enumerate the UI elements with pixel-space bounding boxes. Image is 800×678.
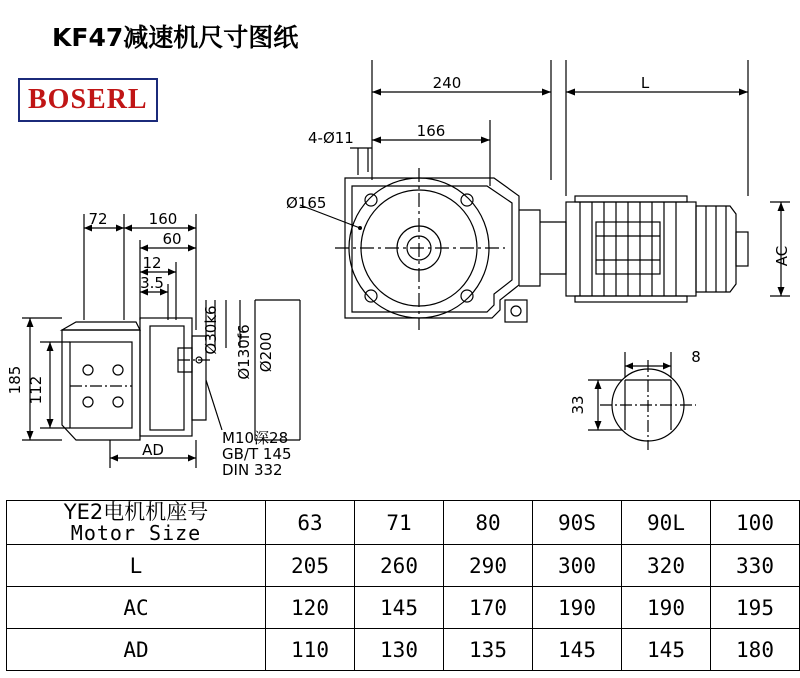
dim-60: 60 <box>162 230 182 248</box>
dim-L: L <box>640 74 650 92</box>
dim-72: 72 <box>88 210 108 228</box>
page-title: KF47减速机尺寸图纸 <box>52 23 299 52</box>
row-header-motor-size <box>7 501 266 545</box>
dim-D200: Ø200 <box>257 331 275 373</box>
row-header-L: L <box>7 545 266 587</box>
dim-8: 8 <box>691 348 701 366</box>
cell-AC-80: 170 <box>444 587 533 629</box>
brand-logo-text: BOSERL <box>28 84 148 115</box>
cell-L-63: 205 <box>266 545 355 587</box>
row-header-AC: AC <box>7 587 266 629</box>
cell-AD-100: 180 <box>711 629 800 671</box>
motor-size-table <box>6 500 800 671</box>
dim-240: 240 <box>432 74 462 92</box>
dim-166: 166 <box>416 122 446 140</box>
dim-AD: AD <box>142 441 164 459</box>
dim-D165: Ø165 <box>286 194 327 212</box>
dim-112: 112 <box>27 375 45 405</box>
row-label-cn: YE2电机机座号 <box>63 500 209 524</box>
cell-AD-80: 135 <box>444 629 533 671</box>
dim-3_5: 3.5 <box>140 274 164 292</box>
row-header-AD: AD <box>7 629 266 671</box>
table-row <box>7 629 800 671</box>
dim-4xD11: 4-Ø11 <box>308 129 354 147</box>
cell-AC-90s: 190 <box>533 587 622 629</box>
cell-AD-71: 130 <box>355 629 444 671</box>
cell-AC-71: 145 <box>355 587 444 629</box>
cell-size-80: 80 <box>444 501 533 545</box>
cell-AC-90l: 190 <box>622 587 711 629</box>
note-standard-gb: GB/T 145 <box>222 445 292 463</box>
dim-160: 160 <box>148 210 178 228</box>
cell-L-71: 260 <box>355 545 444 587</box>
dim-33: 33 <box>569 395 587 415</box>
cell-L-100: 330 <box>711 545 800 587</box>
dim-D130f6: Ø130f6 <box>235 324 253 380</box>
cell-AD-63: 110 <box>266 629 355 671</box>
table-row <box>7 545 800 587</box>
table-row <box>7 501 800 545</box>
cell-AC-63: 120 <box>266 587 355 629</box>
cell-L-90l: 320 <box>622 545 711 587</box>
cell-L-80: 290 <box>444 545 533 587</box>
cell-L-90s: 300 <box>533 545 622 587</box>
cell-size-63: 63 <box>266 501 355 545</box>
cell-size-90l: 90L <box>622 501 711 545</box>
dim-AC: AC <box>773 245 791 267</box>
dim-185: 185 <box>6 365 24 395</box>
cell-size-100: 100 <box>711 501 800 545</box>
note-thread: M10深28 <box>222 429 289 447</box>
note-standard-din: DIN 332 <box>222 461 283 479</box>
dim-D30k6: Ø30k6 <box>202 305 220 355</box>
dim-12: 12 <box>142 254 162 272</box>
cell-AD-90s: 145 <box>533 629 622 671</box>
table-row <box>7 587 800 629</box>
cell-AC-100: 195 <box>711 587 800 629</box>
cell-size-71: 71 <box>355 501 444 545</box>
row-label-en: Motor Size <box>70 521 202 546</box>
cell-size-90s: 90S <box>533 501 622 545</box>
cell-AD-90l: 145 <box>622 629 711 671</box>
